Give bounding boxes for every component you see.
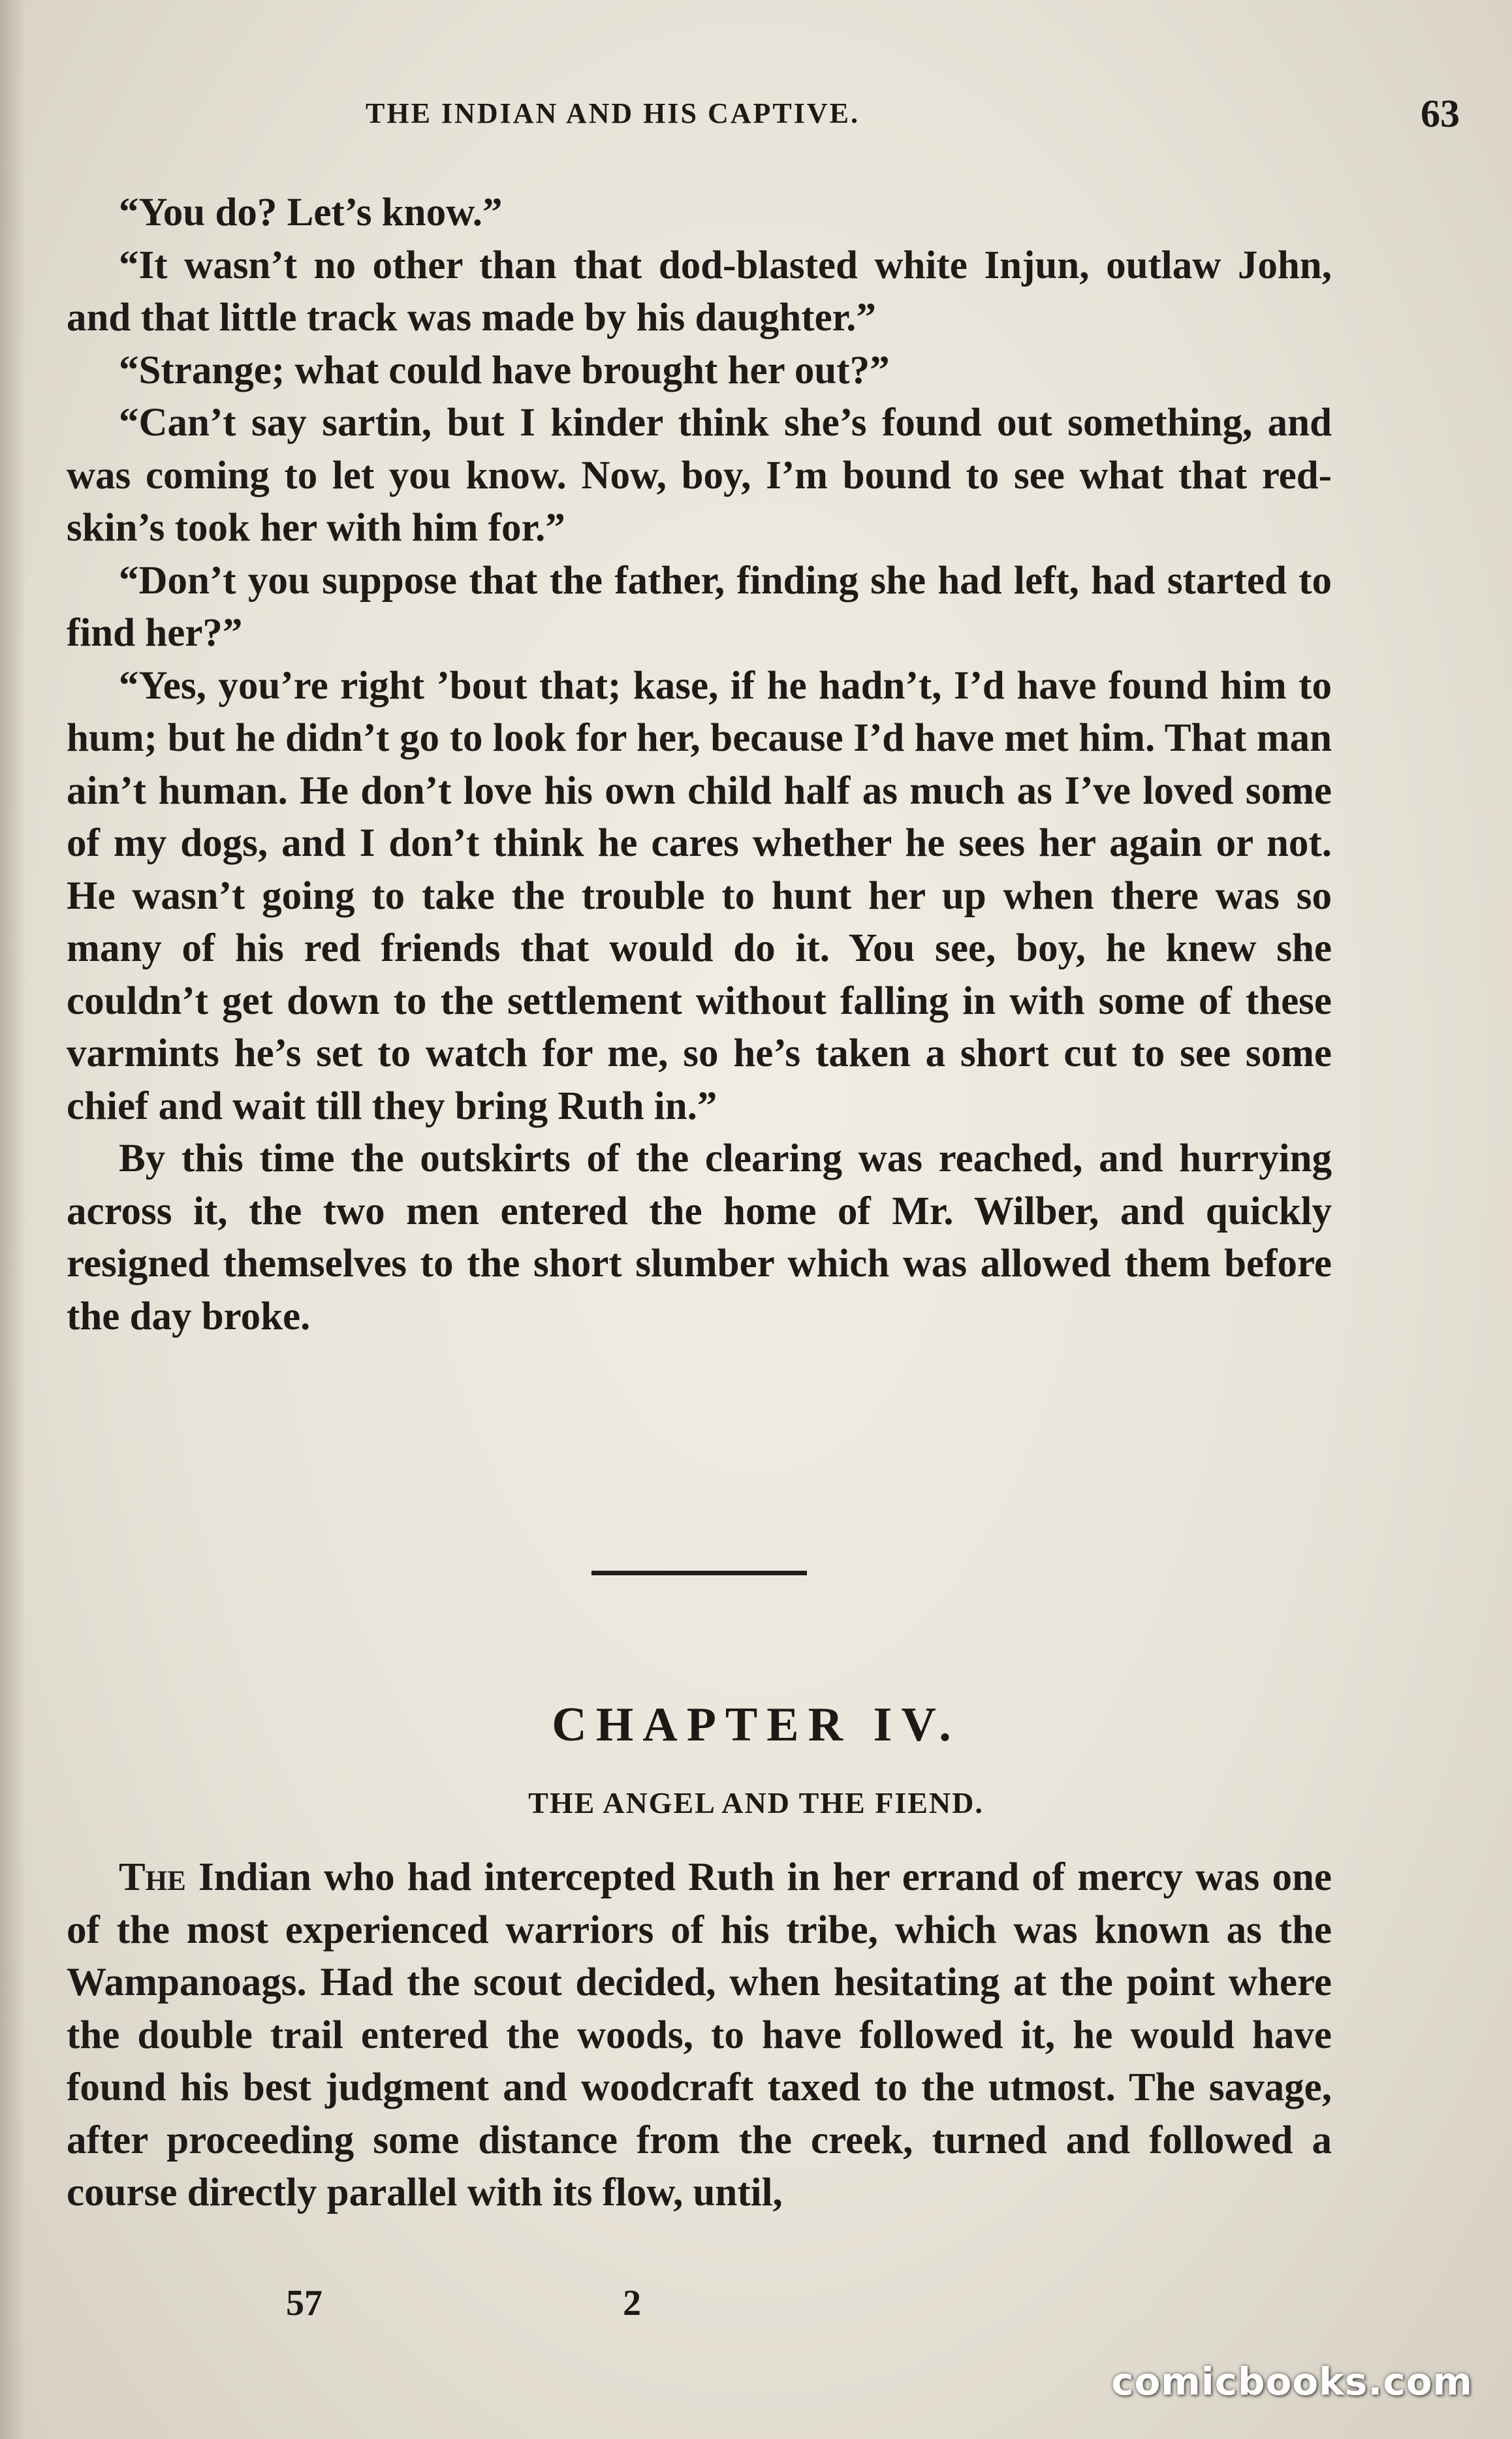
body-text-chapter (67, 1851, 1332, 2220)
signature-mark-right: 2 (623, 2283, 641, 2323)
paragraph: “You do? Let’s know.” (119, 191, 503, 234)
opening-word: The (119, 1855, 186, 1899)
page-footer (65, 2282, 1447, 2335)
section-divider-rule (591, 1571, 807, 1575)
body-text-top (67, 187, 1332, 1343)
chapter-subtitle: THE ANGEL AND THE FIEND. (528, 1786, 984, 1819)
site-watermark: comicbooks.com (1111, 2359, 1473, 2404)
running-title: THE INDIAN AND HIS CAPTIVE. (366, 97, 860, 129)
paragraph: “It wasn’t no other than that dod-blasted white Injun, outlaw John, and that little track was made by his daughter.” (67, 243, 1332, 339)
page-number: 63 (1421, 92, 1460, 135)
running-head (65, 91, 1460, 137)
paragraph: “Yes, you’re right ’bout that; kase, if he hadn’t, I’d have found him to hum; but he didn’t go to look for her, because I’d have met him. That man ain’t human. He don’t love his own child half as much as I’ve loved some of my dogs, and I don’t think he cares whether he sees her again or not. He wasn’t going to take the trouble to hunt her up when there was so many of his red friends that would do it. You see, boy, he knew she couldn’t get down to the settlement without falling in with some of these varmints he’s set to watch for me, so he’s taken a short cut to see some chief and wait till they bring Ruth in.” (67, 663, 1332, 1128)
paragraph: “Don’t you suppose that the father, finding she had left, had started to find her?” (67, 558, 1332, 655)
chapter-opening-paragraph (67, 1851, 1332, 2220)
paragraph: “Strange; what could have brought her out?” (119, 348, 890, 392)
chapter-title: CHAPTER IV. (552, 1698, 960, 1752)
paragraph: “Can’t say sartin, but I kinder think she’s found out something, and was coming to let you know. Now, boy, I’m bound to see what that red-skin’s took her with him for.” (67, 401, 1332, 550)
signature-mark-left: 57 (286, 2283, 323, 2323)
paragraph: By this time the outskirts of the clearing was reached, and hurrying across it, the two men entered the home of Mr. Wilber, and quickly resigned themselves to the short slumber which was allowed them before the day broke. (67, 1137, 1332, 1338)
opening-text: Indian who had intercepted Ruth in her errand of mercy was one of the most experienced warriors of his tribe, which was known as the Wampanoags. Had the scout decided, when hesitating at the point where the double trail entered the woods, to have followed it, he would have found his best judgment and woodcraft taxed to the utmost. The savage, after proceeding some distance from the creek, turned and followed a course directly parallel with its flow, until, (67, 1855, 1332, 2214)
